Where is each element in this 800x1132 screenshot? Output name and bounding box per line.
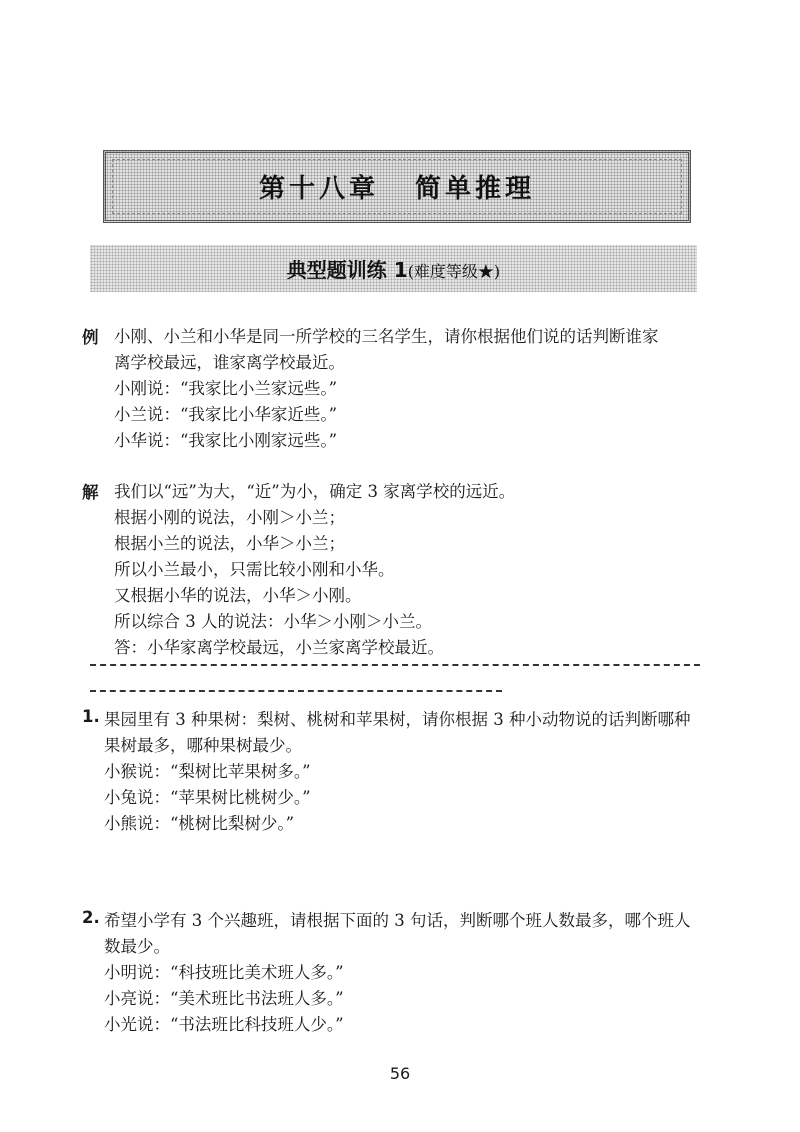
section-subtitle: (难度等级★) (407, 262, 501, 281)
section-title (287, 254, 500, 283)
problem-line: 小光说：“书法班比科技班人少。” (104, 1015, 344, 1034)
problem-number: 2. (82, 908, 100, 927)
problem-line: 数最少。 (104, 937, 170, 956)
chapter-name: 简单推理 (415, 174, 536, 204)
problem-line: 小熊说：“桃树比梨树少。” (104, 814, 295, 833)
solution-line: 答：小华家离学校最远，小兰家离学校最近。 (114, 638, 444, 657)
problem-1 (82, 707, 722, 837)
solution-line: 根据小兰的说法，小华＞小兰； (114, 534, 345, 553)
problem-line: 小兔说：“苹果树比桃树少。” (104, 788, 311, 807)
solution-line: 所以综合 3 人的说法：小华＞小刚＞小兰。 (114, 612, 432, 631)
problem-line: 小明说：“科技班比美术班人多。” (104, 963, 344, 982)
solution-line: 根据小刚的说法，小刚＞小兰； (114, 508, 345, 527)
chapter-title (259, 168, 535, 205)
solution-label: 解 (82, 483, 99, 502)
example-label: 例 (82, 328, 99, 347)
page-number: 56 (389, 1064, 411, 1083)
solution-line: 又根据小华的说法，小华＞小刚。 (114, 586, 362, 605)
example-line: 小刚说：“我家比小兰家远些。” (114, 379, 338, 398)
problem-line: 果树最多，哪种果树最少。 (104, 736, 302, 755)
solution-line: 所以小兰最小，只需比较小刚和小华。 (114, 560, 395, 579)
example-line: 小兰说：“我家比小华家近些。” (114, 405, 338, 424)
problem-line: 小猴说：“梨树比苹果树多。” (104, 762, 311, 781)
problem-line: 希望小学有 3 个兴趣班，请根据下面的 3 句话，判断哪个班人数最多，哪个班人 (104, 911, 691, 930)
problem-2 (82, 908, 722, 1038)
solution-line: 我们以“远”为大，“近”为小，确定 3 家离学校的远近。 (114, 482, 516, 501)
example-line: 离学校最远，谁家离学校最近。 (114, 353, 345, 372)
problem-text (104, 908, 722, 1038)
dashed-divider (90, 690, 502, 692)
example-line: 小刚、小兰和小华是同一所学校的三名学生，请你根据他们说的话判断谁家 (114, 327, 659, 346)
problem-line: 小亮说：“美术班比书法班人多。” (104, 989, 344, 1008)
solution-text (114, 479, 722, 661)
example-text (114, 324, 722, 454)
problem-line: 果园里有 3 种果树：梨树、桃树和苹果树，请你根据 3 种小动物说的话判断哪种 (104, 710, 691, 729)
example-line: 小华说：“我家比小刚家远些。” (114, 431, 338, 450)
dashed-divider (90, 664, 700, 666)
example-block (82, 324, 722, 454)
chapter-banner (103, 150, 691, 223)
section-title-main: 典型题训练 1 (286, 258, 408, 282)
chapter-number: 第十八章 (258, 174, 379, 204)
solution-block (82, 479, 722, 661)
section-banner (90, 245, 697, 292)
problem-number: 1. (82, 707, 100, 726)
problem-text (104, 707, 722, 837)
